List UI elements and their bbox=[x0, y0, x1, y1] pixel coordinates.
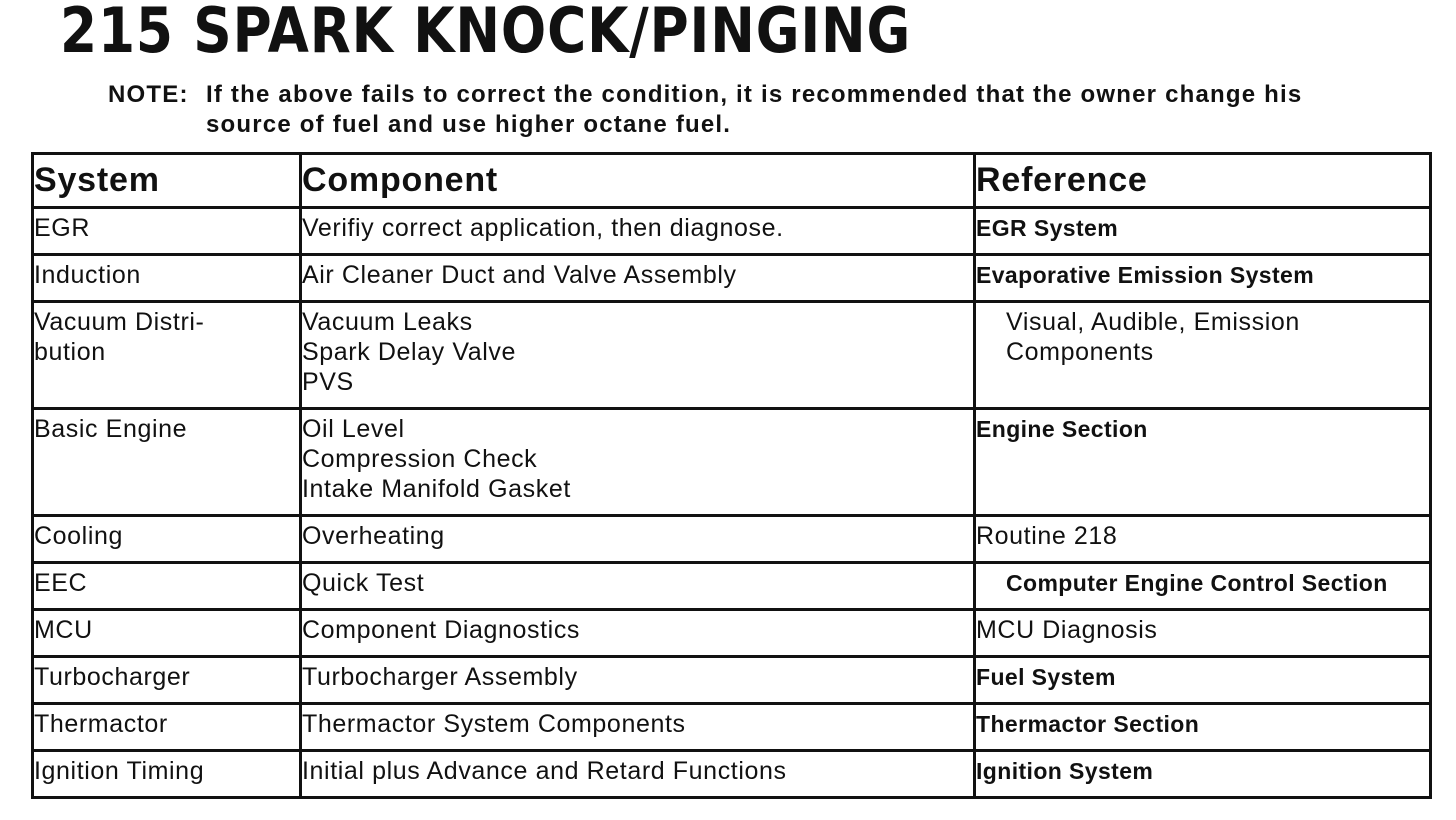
cell-system: MCU bbox=[33, 610, 301, 657]
cell-component bbox=[301, 302, 975, 409]
component-line: Air Cleaner Duct and Valve Assembly bbox=[302, 261, 737, 289]
header-row bbox=[33, 154, 1431, 208]
cell-reference: MCU Diagnosis bbox=[975, 610, 1431, 657]
cell-reference: EGR System bbox=[975, 208, 1431, 255]
table-body bbox=[33, 208, 1431, 798]
table-row bbox=[33, 255, 1431, 302]
cell-component bbox=[301, 610, 975, 657]
cell-system: Basic Engine bbox=[33, 409, 301, 516]
cell-component bbox=[301, 657, 975, 704]
table-row bbox=[33, 516, 1431, 563]
cell-system: Vacuum Distri- bution bbox=[33, 302, 301, 409]
component-line: PVS bbox=[302, 368, 354, 396]
component-line: Verifiy correct application, then diagnose. bbox=[302, 214, 784, 242]
cell-system: Turbocharger bbox=[33, 657, 301, 704]
component-line: Initial plus Advance and Retard Functions bbox=[302, 757, 787, 785]
component-line: Thermactor System Components bbox=[302, 710, 686, 738]
table-row bbox=[33, 751, 1431, 798]
component-line: Overheating bbox=[302, 522, 445, 550]
cell-reference: Computer Engine Control Section bbox=[975, 563, 1431, 610]
component-line: Oil Level bbox=[302, 415, 405, 443]
cell-component bbox=[301, 516, 975, 563]
table-row bbox=[33, 657, 1431, 704]
component-line: Compression Check bbox=[302, 445, 538, 473]
cell-component bbox=[301, 563, 975, 610]
cell-reference: Visual, Audible, Emission Components bbox=[975, 302, 1431, 409]
component-line: Intake Manifold Gasket bbox=[302, 475, 571, 503]
table-row bbox=[33, 610, 1431, 657]
cell-reference: Thermactor Section bbox=[975, 704, 1431, 751]
table-row bbox=[33, 302, 1431, 409]
cell-component bbox=[301, 409, 975, 516]
component-line: Turbocharger Assembly bbox=[302, 663, 578, 691]
diagnostic-table bbox=[31, 152, 1432, 799]
component-line: Component Diagnostics bbox=[302, 616, 581, 644]
cell-reference: Evaporative Emission System bbox=[975, 255, 1431, 302]
cell-component bbox=[301, 704, 975, 751]
table-row bbox=[33, 409, 1431, 516]
note-label: NOTE: bbox=[108, 81, 189, 108]
header-system: System bbox=[33, 154, 301, 208]
table-row bbox=[33, 704, 1431, 751]
table-row bbox=[33, 563, 1431, 610]
cell-system: EGR bbox=[33, 208, 301, 255]
component-line: Spark Delay Valve bbox=[302, 338, 516, 366]
cell-system: EEC bbox=[33, 563, 301, 610]
header-reference: Reference bbox=[975, 154, 1431, 208]
note-text: If the above fails to correct the condition, it is recommended that the owner change his source of fuel and use higher octane fuel. bbox=[206, 81, 1303, 138]
cell-system: Cooling bbox=[33, 516, 301, 563]
component-line: Vacuum Leaks bbox=[302, 308, 473, 336]
table-row bbox=[33, 208, 1431, 255]
header-component: Component bbox=[301, 154, 975, 208]
cell-reference: Engine Section bbox=[975, 409, 1431, 516]
cell-component bbox=[301, 255, 975, 302]
component-line: Quick Test bbox=[302, 569, 425, 597]
cell-system: Induction bbox=[33, 255, 301, 302]
cell-component bbox=[301, 208, 975, 255]
cell-reference: Routine 218 bbox=[975, 516, 1431, 563]
cell-reference: Fuel System bbox=[975, 657, 1431, 704]
page-title: 215 SPARK KNOCK/PINGING bbox=[60, 0, 912, 67]
cell-reference: Ignition System bbox=[975, 751, 1431, 798]
cell-system: Thermactor bbox=[33, 704, 301, 751]
cell-component bbox=[301, 751, 975, 798]
cell-system: Ignition Timing bbox=[33, 751, 301, 798]
